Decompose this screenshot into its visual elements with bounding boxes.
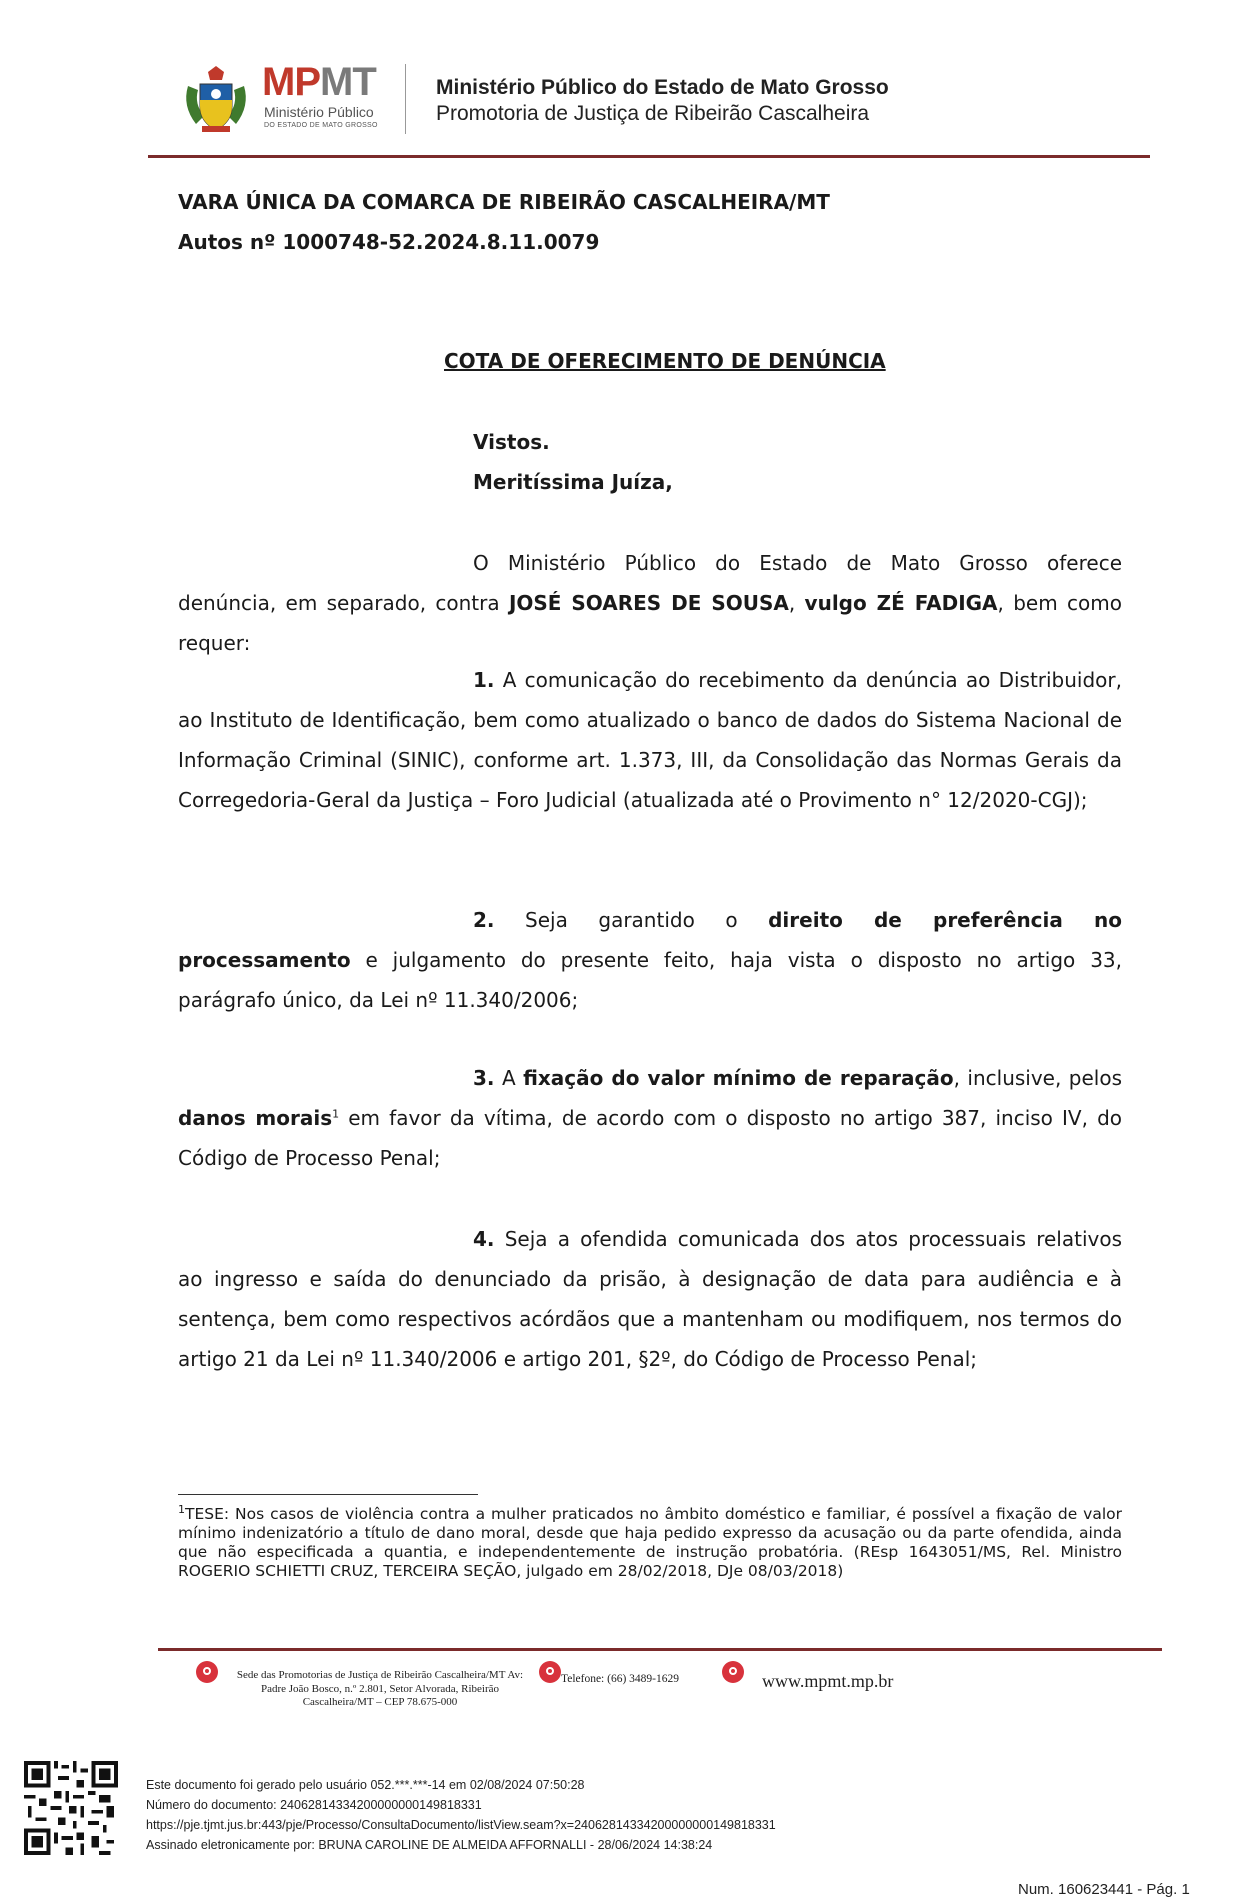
location-pin-icon [196, 1661, 218, 1683]
footer-phone: Telefone: (66) 3489-1629 [561, 1673, 679, 1685]
logo-subtitle: Ministério Público [264, 104, 374, 120]
footnote-rule [178, 1494, 478, 1495]
organization-title: Ministério Público do Estado de Mato Grosso [436, 76, 889, 99]
footnote: $^1$TESE: Nos casos de violência contra a mulher praticados no âmbito doméstico e familiar, é possível a fixação de valor mínimo indenizatório a título de dano moral, desde que haja pedido expresso da acusação ou da parte ofendida, ainda que não especificada a quantia, e independentemente de instrução probatória. (REsp 1643051/MS, Rel. Ministro ROGERIO SCHIETTI CRUZ, TERCEIRA SEÇÃO, julgado em 28/02/2018, DJe 08/03/2018) [178, 1502, 1122, 1580]
defendant-name: JOSÉ SOARES DE SOUSA [508, 591, 789, 615]
signature-signed-by: Assinado eletronicamente por: BRUNA CAROLINE DE ALMEIDA AFFORNALLI - 28/06/2024 14:38:24 [146, 1838, 713, 1852]
organization-subtitle: Promotoria de Justiça de Ribeirão Cascalheira [436, 102, 870, 125]
qr-code[interactable] [24, 1761, 118, 1855]
logo-subtitle-small: DO ESTADO DE MATO GROSSO [264, 122, 378, 129]
page-number: Num. 160623441 - Pág. 1 [1018, 1881, 1190, 1898]
salutation-vistos: Vistos. [473, 430, 550, 454]
court-heading: VARA ÚNICA DA COMARCA DE RIBEIRÃO CASCALHEIRA/MT [178, 190, 830, 214]
mpmt-logo [178, 62, 398, 138]
defendant-alias: vulgo ZÉ FADIGA [804, 591, 998, 615]
signature-verification-url[interactable]: https://pje.tjmt.jus.br:443/pje/Processo/ConsultaDocumento/listView.seam?x=24062814334200000000149818331 [146, 1818, 776, 1832]
footer-website[interactable]: www.mpmt.mp.br [762, 1671, 894, 1691]
header-rule [148, 155, 1150, 158]
intro-paragraph: O Ministério Público do Estado de Mato Grosso oferece denúncia, em separado, contra JOSÉ SOARES DE SOUSA, vulgo ZÉ FADIGA, bem como requer: [178, 551, 1122, 655]
document-title: COTA DE OFERECIMENTO DE DENÚNCIA [444, 349, 886, 373]
request-item-2: 2. Seja garantido o direito de preferência no processamento e julgamento do presente feito, haja vista o disposto no artigo 33, parágrafo único, da Lei nº 11.340/2006; [178, 908, 1122, 1012]
signature-document-number: Número do documento: 24062814334200000000149818331 [146, 1798, 482, 1812]
footnote-ref[interactable]: 1 [332, 1107, 340, 1121]
request-item-3: 3. A fixação do valor mínimo de reparação, inclusive, pelos danos morais$^1$ em favor da vítima, de acordo com o disposto no artigo 387, inciso IV, do Código de Processo Penal; [178, 1066, 1123, 1170]
request-item-4: 4. Seja a ofendida comunicada dos atos processuais relativos ao ingresso e saída do denunciado da prisão, à designação de data para audiência e à sentença, bem como respectivos acórdãos que a mantenham ou modifiquem, nos termos do artigo 21 da Lei nº 11.340/2006 e artigo 201, §2º, do Código de Processo Penal; [178, 1227, 1122, 1371]
website-icon [722, 1661, 744, 1683]
salutation-judge: Meritíssima Juíza, [473, 470, 673, 494]
state-crest-icon [178, 66, 254, 136]
header-divider [405, 64, 406, 134]
phone-icon [539, 1661, 561, 1683]
footer-rule [158, 1648, 1162, 1651]
footer-address: Sede das Promotorias de Justiça de Ribeirão Cascalheira/MT Av: Padre João Bosco, n.º 2.801, Setor Alvorada, Ribeirão Cascalheira/MT – CEP 78.675-000 [236, 1669, 524, 1708]
request-item-1: 1. A comunicação do recebimento da denúncia ao Distribuidor, ao Instituto de Identificação, bem como atualizado o banco de dados do Sistema Nacional de Informação Criminal (SINIC), conforme art. 1.373, III, da Consolidação das Normas Gerais da Corregedoria-Geral da Justiça – Foro Judicial (atualizada até o Provimento n° 12/2020-CGJ); [178, 668, 1122, 812]
signature-generated: Este documento foi gerado pelo usuário 052.***.***-14 em 02/08/2024 07:50:28 [146, 1778, 585, 1792]
logo-wordmark: MPMT [262, 60, 376, 104]
case-number: Autos nº 1000748-52.2024.8.11.0079 [178, 230, 600, 254]
